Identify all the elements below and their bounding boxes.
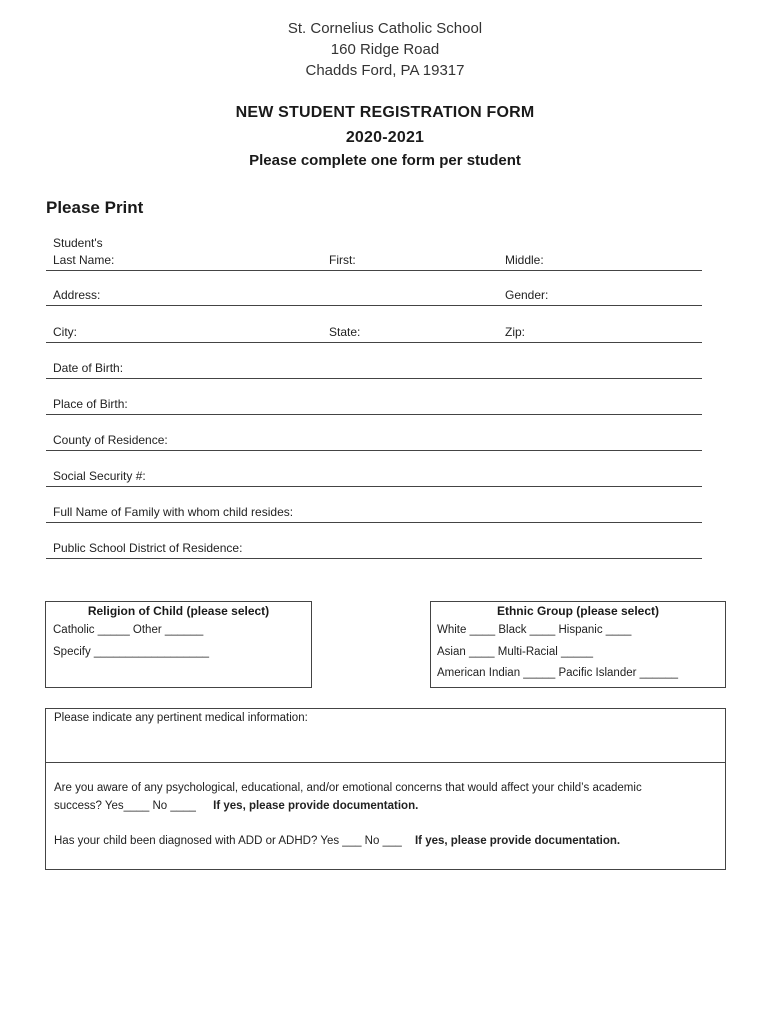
students-label: Student's bbox=[53, 236, 103, 250]
school-city-state-zip: Chadds Ford, PA 19317 bbox=[305, 62, 465, 79]
adhd-question[interactable]: Has your child been diagnosed with ADD or ADHD? Yes ___ No ___ bbox=[54, 835, 402, 847]
ethnic-box-title: Ethnic Group (please select) bbox=[496, 604, 660, 618]
concerns-yes-no[interactable]: success? Yes____ No ____ bbox=[54, 800, 196, 812]
family-row[interactable] bbox=[46, 502, 702, 523]
middle-name-label: Middle: bbox=[505, 253, 544, 267]
medical-prompt: Please indicate any pertinent medical information: bbox=[54, 712, 308, 724]
school-name: St. Cornelius Catholic School bbox=[287, 20, 483, 37]
zip-label: Zip: bbox=[505, 325, 526, 339]
city-label: City: bbox=[53, 325, 77, 339]
form-instruction: Please complete one form per student bbox=[249, 152, 521, 169]
religion-specify[interactable]: Specify __________________ bbox=[53, 646, 210, 658]
ssn-label: Social Security #: bbox=[53, 469, 146, 483]
section-heading: Please Print bbox=[46, 198, 144, 217]
ethnic-line-3[interactable]: American Indian _____ Pacific Islander ______ bbox=[437, 667, 679, 679]
ethnic-box bbox=[430, 601, 726, 688]
last-name-label: Last Name: bbox=[53, 253, 115, 267]
religion-catholic-other[interactable]: Catholic _____ Other ______ bbox=[53, 624, 204, 636]
name-row[interactable] bbox=[46, 250, 702, 271]
adhd-line[interactable] bbox=[54, 835, 620, 847]
state-label: State: bbox=[329, 325, 361, 339]
medical-divider bbox=[46, 762, 725, 763]
medical-box bbox=[45, 708, 726, 870]
dob-row[interactable] bbox=[46, 358, 702, 379]
county-row[interactable] bbox=[46, 430, 702, 451]
county-label: County of Residence: bbox=[53, 433, 168, 447]
school-year: 2020-2021 bbox=[345, 129, 425, 146]
address-row[interactable] bbox=[46, 285, 702, 306]
concerns-documentation-note: If yes, please provide documentation. bbox=[213, 800, 419, 812]
family-label: Full Name of Family with whom child resides: bbox=[53, 505, 294, 519]
concerns-answer-line[interactable] bbox=[54, 800, 418, 812]
district-label: Public School District of Residence: bbox=[53, 541, 243, 555]
school-address: 160 Ridge Road bbox=[330, 41, 440, 58]
district-row[interactable] bbox=[46, 538, 702, 559]
religion-box bbox=[45, 601, 312, 688]
ethnic-line-2[interactable]: Asian ____ Multi-Racial _____ bbox=[437, 646, 593, 658]
concerns-question: Are you aware of any psychological, educational, and/or emotional concerns that would affect your child’s academic bbox=[54, 782, 642, 794]
religion-box-title: Religion of Child (please select) bbox=[87, 604, 270, 618]
dob-label: Date of Birth: bbox=[53, 361, 124, 375]
adhd-documentation-note: If yes, please provide documentation. bbox=[414, 835, 621, 847]
pob-label: Place of Birth: bbox=[53, 397, 128, 411]
ssn-row[interactable] bbox=[46, 466, 702, 487]
first-name-label: First: bbox=[329, 253, 356, 267]
gender-label: Gender: bbox=[505, 288, 549, 302]
address-label: Address: bbox=[53, 288, 101, 302]
form-title: NEW STUDENT REGISTRATION FORM bbox=[235, 104, 535, 121]
ethnic-line-1[interactable]: White ____ Black ____ Hispanic ____ bbox=[437, 624, 632, 636]
pob-row[interactable] bbox=[46, 394, 702, 415]
city-row[interactable] bbox=[46, 322, 702, 343]
